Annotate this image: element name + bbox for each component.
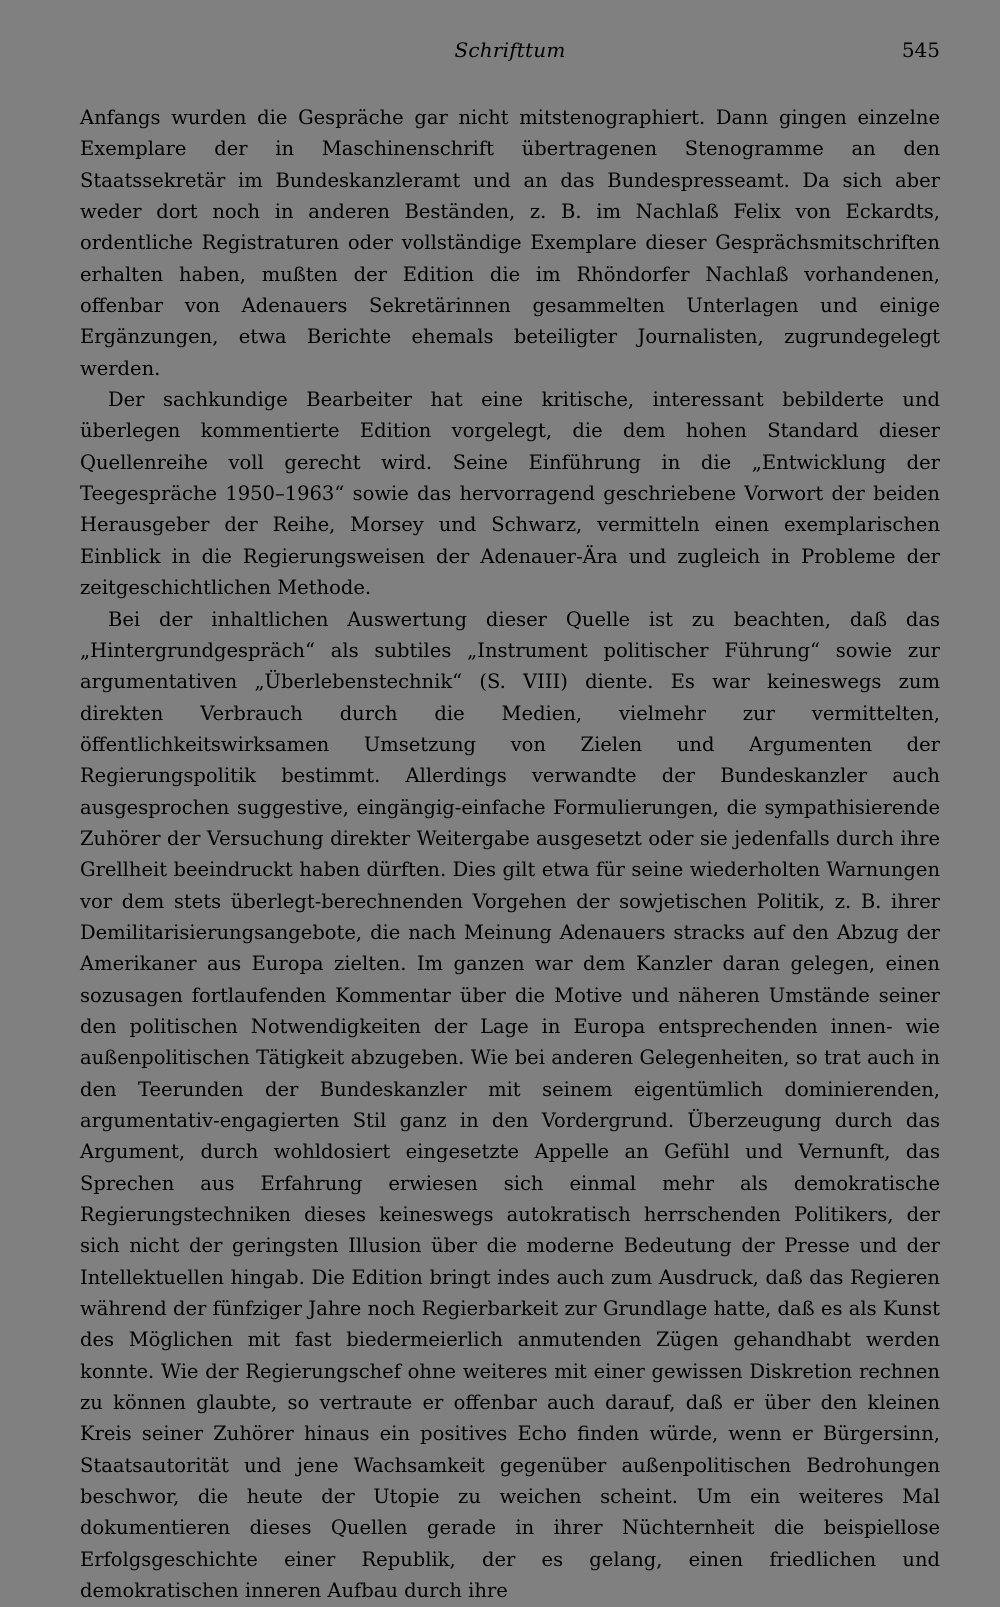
page-number: 545 — [901, 38, 940, 62]
paragraph-2: Der sachkundige Bearbeiter hat eine kritische, interessant bebilderte und überlegen kommentierte Edition vorgelegt, die dem hohen Standard dieser Quellenreihe voll gerecht wird. Seine Einführung in die „Entwicklung der Teegespräche 1950–1963“ sowie das hervorragend geschriebene Vorwort der beiden Herausgeber der Reihe, Morsey und Schwarz, vermitteln einen exemplarischen Einblick in die Regierungsweisen der Adenauer-Ära und zugleich in Probleme der zeitgeschichtlichen Methode. — [80, 388, 940, 600]
body-text — [80, 102, 940, 1607]
paragraph-1: Anfangs wurden die Gespräche gar nicht mitstenographiert. Dann gingen einzelne Exemplare der in Maschinenschrift übertragenen Stenogramme an den Staatssekretär im Bundeskanzleramt und an das Bundespresseamt. Da sich aber weder dort noch in anderen Beständen, z. B. im Nachlaß Felix von Eckardts, ordentliche Registraturen oder vollständige Exemplare dieser Gesprächsmitschriften erhalten haben, mußten der Edition die im Rhöndorfer Nachlaß vorhandenen, offenbar von Adenauers Sekretärinnen gesammelten Unterlagen und einige Ergänzungen, etwa Berichte ehemals beteiligter Journalisten, zugrundegelegt werden. — [80, 106, 940, 380]
running-head — [80, 38, 940, 72]
paragraph-3: Bei der inhaltlichen Auswertung dieser Quelle ist zu beachten, daß das „Hintergrundgespräch“ als subtiles „Instrument politischer Führung“ sowie zur argumentativen „Überlebenstechnik“ (S. VIII) diente. Es war keineswegs zum direkten Verbrauch durch die Medien, vielmehr zur vermittelten, öffentlichkeitswirksamen Umsetzung von Zielen und Argumenten der Regierungspolitik bestimmt. Allerdings verwandte der Bundeskanzler auch ausgesprochen suggestive, eingängig-einfache Formulierungen, die sympathisierende Zuhörer der Versuchung direkter Weitergabe ausgesetzt oder sie jedenfalls durch ihre Grellheit beeindruckt haben dürften. Dies gilt etwa für seine wiederholten Warnungen vor dem stets überlegt-berechnenden Vorgehen der sowjetischen Politik, z. B. ihrer Demilitarisierungsangebote, die nach Meinung Adenauers stracks auf den Abzug der Amerikaner aus Europa zielten. Im ganzen war dem Kanzler daran gelegen, einen sozusagen fortlaufenden Kommentar über die Motive und näheren Umstände seiner den politischen Notwendigkeiten der Lage in Europa entsprechenden innen- wie außenpolitischen Tätigkeit abzugeben. Wie bei anderen Gelegenheiten, so trat auch in den Teerunden der Bundeskanzler mit seinem eigentümlich dominierenden, argumentativ-engagierten Stil ganz in den Vordergrund. Überzeugung durch das Argument, durch wohldosiert eingesetzte Appelle an Gefühl und Vernunft, das Sprechen aus Erfahrung erwiesen sich einmal mehr als demokratische Regierungstechniken dieses keineswegs autokratisch herrschenden Politikers, der sich nicht der geringsten Illusion über die moderne Bedeutung der Presse und der Intellektuellen hingab. Die Edition bringt indes auch zum Ausdruck, daß das Regieren während der fünfziger Jahre noch Regierbarkeit zur Grundlage hatte, daß es als Kunst des Möglichen mit fast biedermeierlich anmutenden Zügen gehandhabt werden konnte. Wie der Regierungschef ohne weiteres mit einer gewissen Diskretion rechnen zu können glaubte, so vertraute er offenbar auch darauf, daß er über den kleinen Kreis seiner Zuhörer hinaus ein positives Echo finden würde, wenn er Bürgersinn, Staatsautorität und jene Wachsamkeit gegenüber außenpolitischen Bedrohungen beschwor, die heute der Utopie zu weichen scheint. Um ein weiteres Mal dokumentieren dieses Quellen gerade in ihrer Nüchternheit die beispiellose Erfolgsgeschichte einer Republik, der es gelang, einen friedlichen und demokratischen inneren Aufbau durch ihre — [80, 607, 940, 1603]
book-page — [80, 38, 940, 1607]
running-title: Schrifttum — [454, 38, 566, 62]
